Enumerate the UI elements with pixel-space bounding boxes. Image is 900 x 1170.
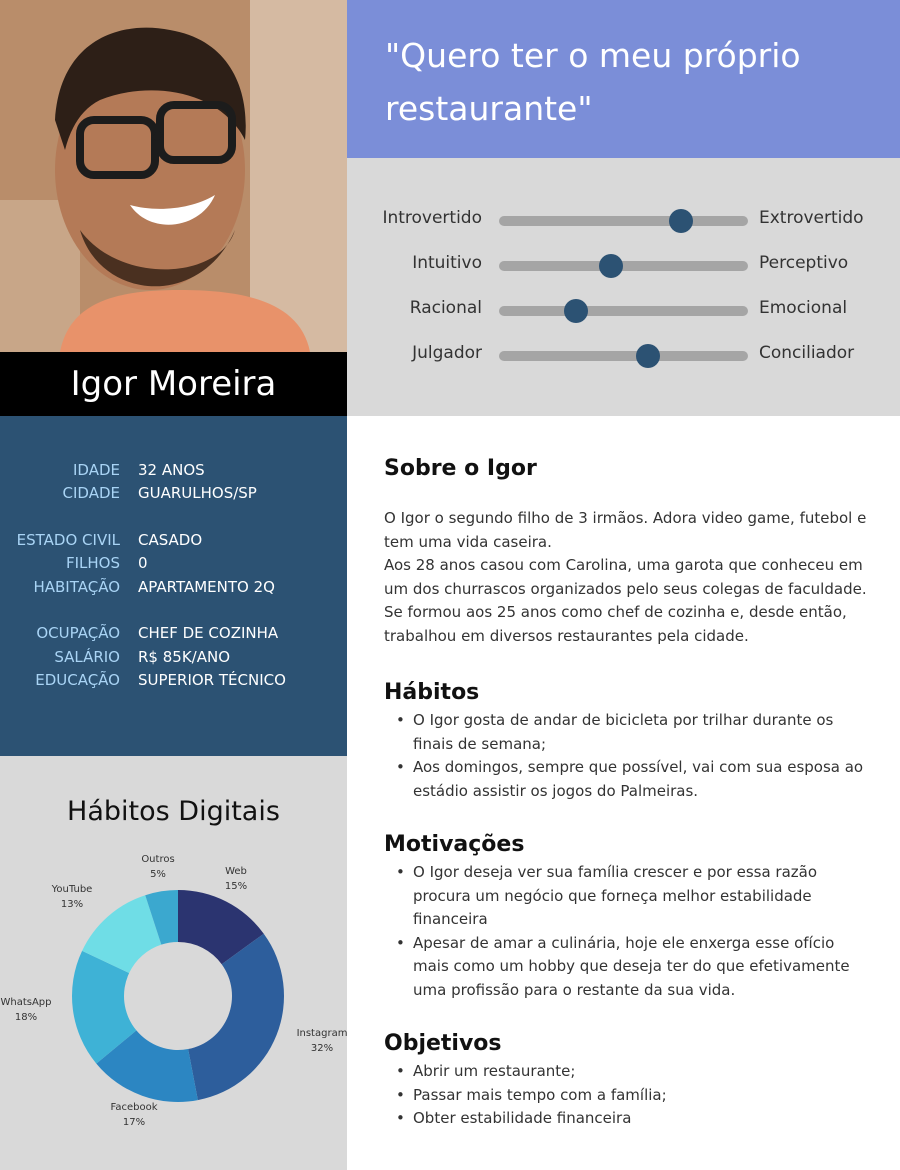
info-value: CASADO (138, 530, 203, 549)
slice-name-label: Web (225, 866, 247, 877)
name-bar (0, 352, 347, 416)
info-panel (0, 416, 347, 756)
info-row (0, 528, 347, 552)
habits-title: Hábitos (384, 680, 480, 705)
motivation-item: • Apesar de amar a culinária, hoje ele enxerga esse ofício mais como um hobby que deseja ter do que efetivamente uma profissão para o restante da sua vida. (384, 932, 874, 1003)
slice-value-label: 32% (310, 1043, 334, 1054)
slice-name-label: Instagram (296, 1028, 347, 1039)
trait-right-label: Perceptivo (759, 253, 849, 273)
donut-chart (0, 756, 347, 1170)
trait-right-label: Emocional (759, 298, 848, 318)
info-label: ESTADO CIVIL (16, 530, 120, 549)
motivations-title: Motivações (384, 832, 525, 857)
trait-left-label: Intuitivo (412, 253, 482, 273)
info-value: SUPERIOR TÉCNICO (138, 671, 286, 690)
slice-name-label: Outros (141, 854, 175, 865)
trait-slider-track (499, 351, 748, 361)
trait-left-label: Julgador (412, 343, 482, 363)
slice-value-label: 18% (14, 1012, 38, 1023)
trait-row (347, 343, 900, 367)
trait-slider-knob (669, 209, 693, 233)
slice-value-label: 15% (224, 881, 248, 892)
about-paragraph: O Igor o segundo filho de 3 irmãos. Adora video game, futebol e tem uma vida caseira. (384, 509, 867, 551)
profile-photo (0, 0, 347, 352)
persona-name: Igor Moreira (70, 364, 277, 404)
habits-section (384, 680, 874, 803)
info-group (0, 622, 347, 693)
about-paragraph: Aos 28 anos casou com Carolina, uma garota que conheceu em um dos churrascos organizados pelo seus colegas de faculdade. Se formou aos 25 anos como chef de cozinha e, desde então, trabalhou em diversos restaurantes pela cidade. (384, 556, 867, 645)
slice-name-label: Facebook (110, 1102, 158, 1113)
slice-value-label: 5% (150, 869, 166, 880)
info-label: SALÁRIO (54, 647, 120, 666)
trait-row (347, 208, 900, 232)
about-section (384, 456, 874, 649)
goal-item: • Obter estabilidade financeira (384, 1107, 874, 1131)
trait-right-label: Extrovertido (759, 208, 864, 228)
digital-habits-title: Hábitos Digitais (67, 796, 280, 827)
quote-box (347, 0, 900, 158)
info-label: EDUCAÇÃO (35, 671, 120, 690)
info-row (0, 669, 347, 693)
info-label: HABITAÇÃO (33, 577, 120, 596)
trait-left-label: Introvertido (382, 208, 482, 228)
info-row (0, 482, 347, 506)
goal-item: • Passar mais tempo com a família; (384, 1084, 874, 1108)
info-row (0, 622, 347, 646)
quote-text: "Quero ter o meu próprio restaurante" (385, 36, 801, 128)
slice-name-label: YouTube (51, 884, 93, 895)
trait-row (347, 253, 900, 277)
trait-left-label: Racional (409, 298, 482, 318)
donut-slice-instagram (188, 934, 284, 1100)
info-row (0, 552, 347, 576)
personality-traits (347, 158, 900, 416)
info-label: OCUPAÇÃO (36, 624, 120, 643)
info-label: CIDADE (62, 484, 120, 503)
about-title: Sobre o Igor (384, 456, 537, 481)
motivation-item: • O Igor deseja ver sua família crescer e por essa razão procura um negócio que forneça melhor estabilidade financeira (384, 861, 874, 932)
trait-slider-knob (599, 254, 623, 278)
trait-right-label: Conciliador (759, 343, 855, 363)
goal-item: • Abrir um restaurante; (384, 1060, 874, 1084)
digital-habits-panel (0, 756, 347, 1170)
goals-list (384, 1060, 874, 1131)
motivations-list (384, 861, 874, 1003)
info-value: 0 (138, 554, 148, 573)
info-value: R$ 85K/ANO (138, 647, 230, 666)
trait-slider-knob (564, 299, 588, 323)
trait-slider-track (499, 306, 748, 316)
goals-section (384, 1031, 874, 1131)
goals-title: Objetivos (384, 1031, 502, 1056)
trait-slider-knob (636, 344, 660, 368)
habit-item: • Aos domingos, sempre que possível, vai com sua esposa ao estádio assistir os jogos do Palmeiras. (384, 756, 874, 803)
info-value: CHEF DE COZINHA (138, 624, 279, 643)
info-value: GUARULHOS/SP (138, 484, 257, 503)
info-row (0, 645, 347, 669)
about-body (384, 507, 874, 649)
info-group (0, 528, 347, 599)
info-value: 32 ANOS (138, 460, 205, 479)
slice-value-label: 13% (60, 899, 84, 910)
info-label: IDADE (73, 460, 120, 479)
portrait-illustration (0, 0, 347, 352)
trait-slider-track (499, 261, 748, 271)
habit-item: • O Igor gosta de andar de bicicleta por trilhar durante os finais de semana; (384, 709, 874, 756)
info-row (0, 458, 347, 482)
trait-slider-track (499, 216, 748, 226)
info-label: FILHOS (65, 554, 120, 573)
trait-row (347, 298, 900, 322)
slice-name-label: WhatsApp (0, 997, 52, 1008)
info-row (0, 575, 347, 599)
motivations-section (384, 832, 874, 1003)
info-value: APARTAMENTO 2Q (138, 577, 275, 596)
habits-list (384, 709, 874, 803)
slice-value-label: 17% (122, 1117, 146, 1128)
info-group (0, 458, 347, 505)
